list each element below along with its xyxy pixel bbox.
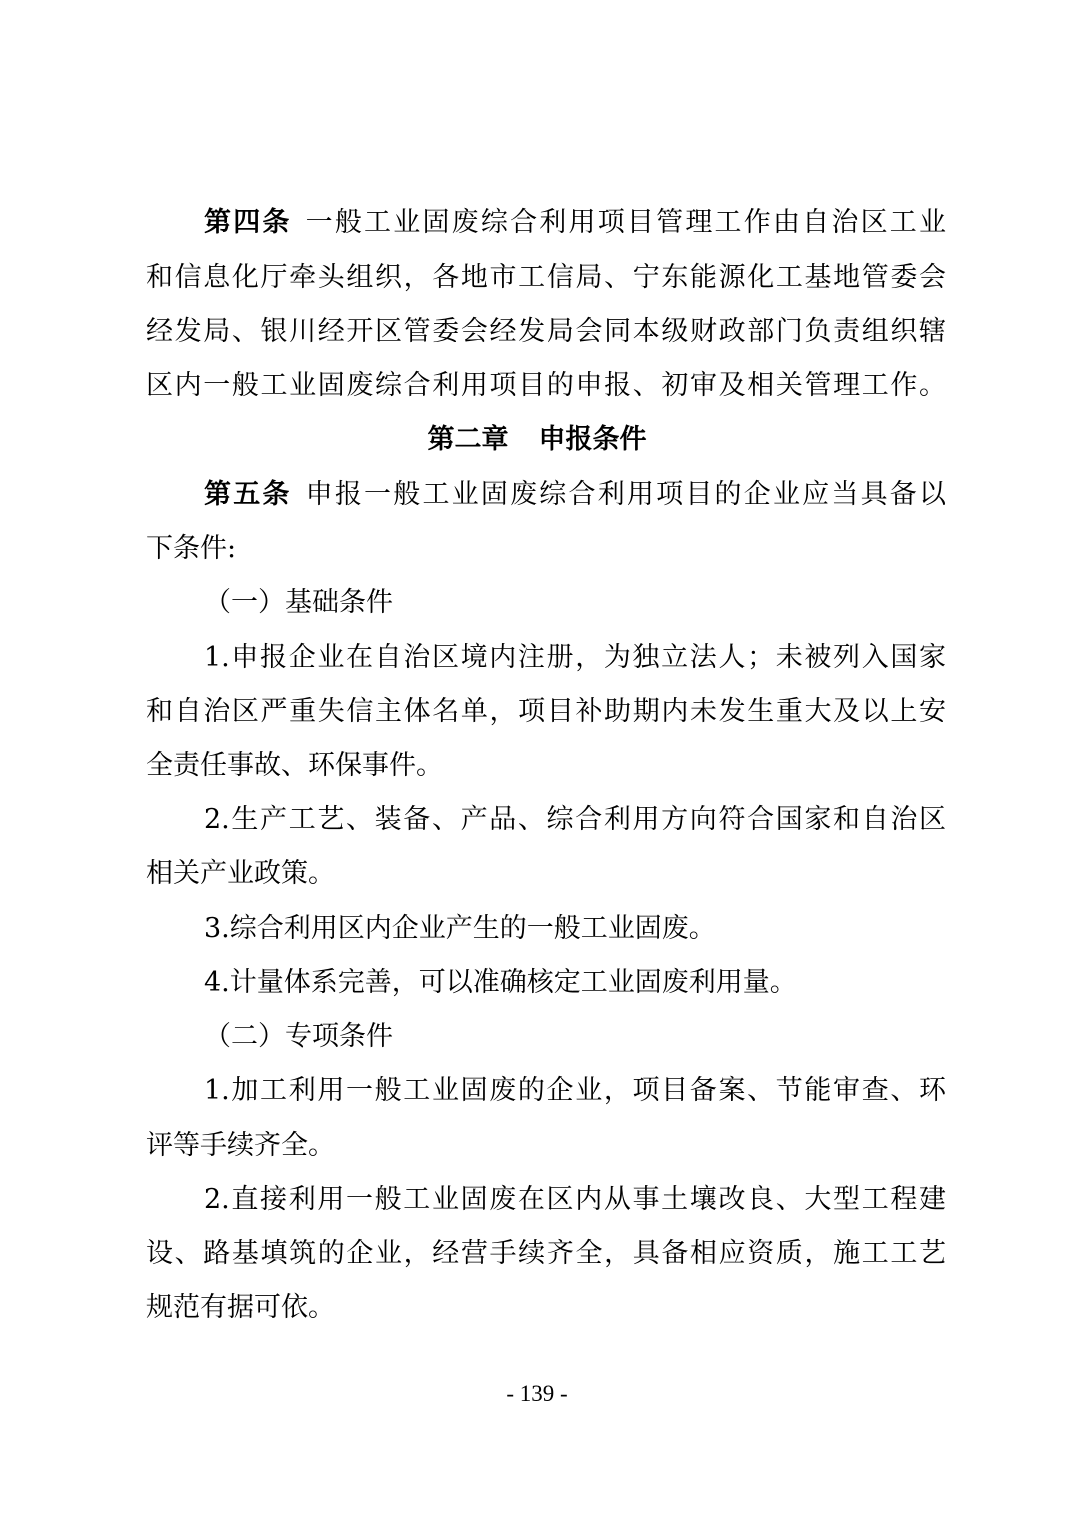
basic-item1-line-3: 全责任事故、环保事件。 — [146, 750, 443, 781]
special-item1-line-2: 评等手续齐全。 — [146, 1130, 335, 1161]
article4-line-4: 区内一般工业固废综合利用项目的申报、初审及相关管理工作。 — [146, 370, 946, 401]
chapter-title: 申报条件 — [538, 424, 647, 455]
basic-item1-line-2: 和自治区严重失信主体名单，项目补助期内未发生重大及以上安 — [146, 696, 946, 727]
basic-item2-line-1: 2.生产工艺、装备、产品、综合利用方向符合国家和自治区 — [204, 804, 946, 835]
basic-item1-line-1: 1.申报企业在自治区境内注册，为独立法人；未被列入国家 — [204, 642, 946, 673]
chapter-number: 第二章 — [427, 424, 509, 455]
basic-item2-line-2: 相关产业政策。 — [146, 858, 335, 889]
special-item2-line-2: 设、路基填筑的企业，经营手续齐全，具备相应资质，施工工艺 — [146, 1238, 946, 1269]
basic-conditions-heading: （一）基础条件 — [204, 587, 393, 618]
basic-item3: 3.综合利用区内企业产生的一般工业固废。 — [204, 913, 716, 944]
article5-line-2: 下条件: — [146, 533, 237, 564]
special-item1-line-1: 1.加工利用一般工业固废的企业，项目备案、节能审查、环 — [204, 1075, 946, 1106]
page-number: - 139 - — [506, 1381, 568, 1406]
article4-line-3: 经发局、银川经开区管委会经发局会同本级财政部门负责组织辖 — [146, 316, 946, 347]
article4-text-1: 一般工业固废综合利用项目管理工作由自治区工业 — [305, 207, 946, 238]
special-item2-line-3: 规范有据可依。 — [146, 1292, 335, 1323]
article4-line-2: 和信息化厅牵头组织，各地市工信局、宁东能源化工基地管委会 — [146, 262, 946, 293]
special-item2-line-1: 2.直接利用一般工业固废在区内从事土壤改良、大型工程建 — [204, 1184, 946, 1215]
article5-text-1: 申报一般工业固废综合利用项目的企业应当具备以 — [305, 479, 946, 510]
article4-label: 第四条 — [204, 207, 292, 238]
basic-item4: 4.计量体系完善，可以准确核定工业固废利用量。 — [204, 967, 797, 998]
special-conditions-heading: （二）专项条件 — [204, 1021, 393, 1052]
article4-line-1 — [204, 206, 946, 240]
article5-line-1 — [204, 478, 946, 512]
article5-label: 第五条 — [204, 479, 292, 510]
chapter-heading — [0, 423, 1074, 457]
